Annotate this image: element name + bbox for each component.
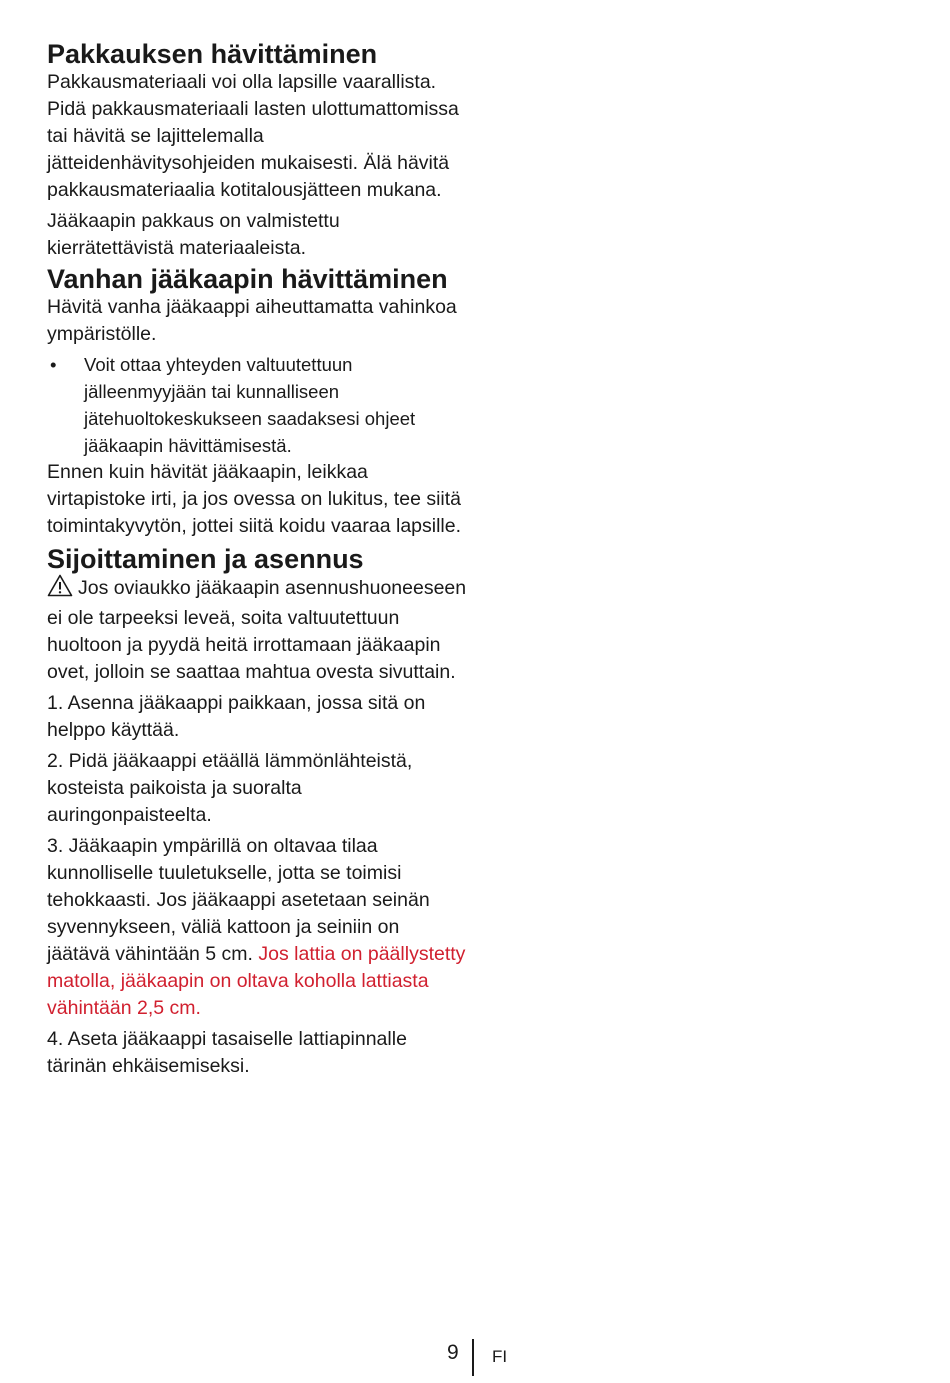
- bullet-text: Voit ottaa yhteyden valtuutettuun jälleenmyyjään tai kunnalliseen jätehuoltokeskukseen saadaksesi ohjeet jääkaapin hävittämisestä.: [84, 354, 416, 456]
- old-fridge-paragraph-1: Hävitä vanha jääkaappi aiheuttamatta vahinkoa ympäristölle.: [47, 296, 457, 345]
- step-2: 2. Pidä jääkaappi etäällä lämmönlähteistä, kosteista paikoista ja suoralta auringonpaisteelta.: [47, 750, 413, 826]
- bullet-dot: •: [50, 354, 57, 375]
- packaging-paragraph-1: Pakkausmateriaali voi olla lapsille vaarallista. Pidä pakkausmateriaali lasten ulottumattomissa tai hävitä se lajittelemalla jätteidenhävitysohjeiden mukaisesti. Älä hävitä pakkausmateriaalia kotitalousjätteen mukana.: [47, 71, 459, 201]
- footer-divider: [472, 1339, 474, 1376]
- heading-packaging: Pakkauksen hävittäminen: [47, 39, 378, 69]
- language-code: FI: [492, 1347, 508, 1366]
- old-fridge-paragraph-2: Ennen kuin hävität jääkaapin, leikkaa virtapistoke irti, ja jos ovessa on lukitus, tee siitä toimintakyvytön, jottei siitä koidu vaaraa lapsille.: [47, 461, 462, 537]
- warning-paragraph: [47, 574, 467, 686]
- step-1: 1. Asenna jääkaappi paikkaan, jossa sitä on helppo käyttää.: [47, 692, 426, 741]
- packaging-paragraph-2: Jääkaapin pakkaus on valmistettu kierrätettävistä materiaaleista.: [47, 210, 340, 259]
- step-3-text: 3. Jääkaapin ympärillä on oltavaa tilaa kunnolliselle tuuletukselle, jotta se toimisi tehokkaasti. Jos jääkaappi asetetaan seinän syvennykseen, väliä kattoon ja seiniin on jäätävä vähintään 5 cm.: [47, 835, 430, 965]
- heading-placement: Sijoittaminen ja asennus: [47, 544, 364, 574]
- page-number: 9: [447, 1341, 459, 1364]
- warning-text: Jos oviaukko jääkaapin asennushuoneeseen ei ole tarpeeksi leveä, soita valtuutettuun huoltoon ja pyydä heitä irrottamaan jääkaapin ovet, jolloin se saattaa mahtua ovesta sivuttain.: [47, 577, 467, 683]
- heading-old-fridge: Vanhan jääkaapin hävittäminen: [47, 264, 448, 294]
- warning-triangle-icon: [47, 574, 73, 605]
- step-4: 4. Aseta jääkaappi tasaiselle lattiapinnalle tärinän ehkäisemiseksi.: [47, 1028, 407, 1077]
- step-3-red-text: Jos lattia on päällystetty matolla, jääkaapin on oltava koholla lattiasta vähintään 2,5 cm.: [47, 943, 466, 1019]
- content-column: [47, 40, 467, 1080]
- step-3: [47, 833, 467, 1022]
- bullet-item: [47, 351, 467, 459]
